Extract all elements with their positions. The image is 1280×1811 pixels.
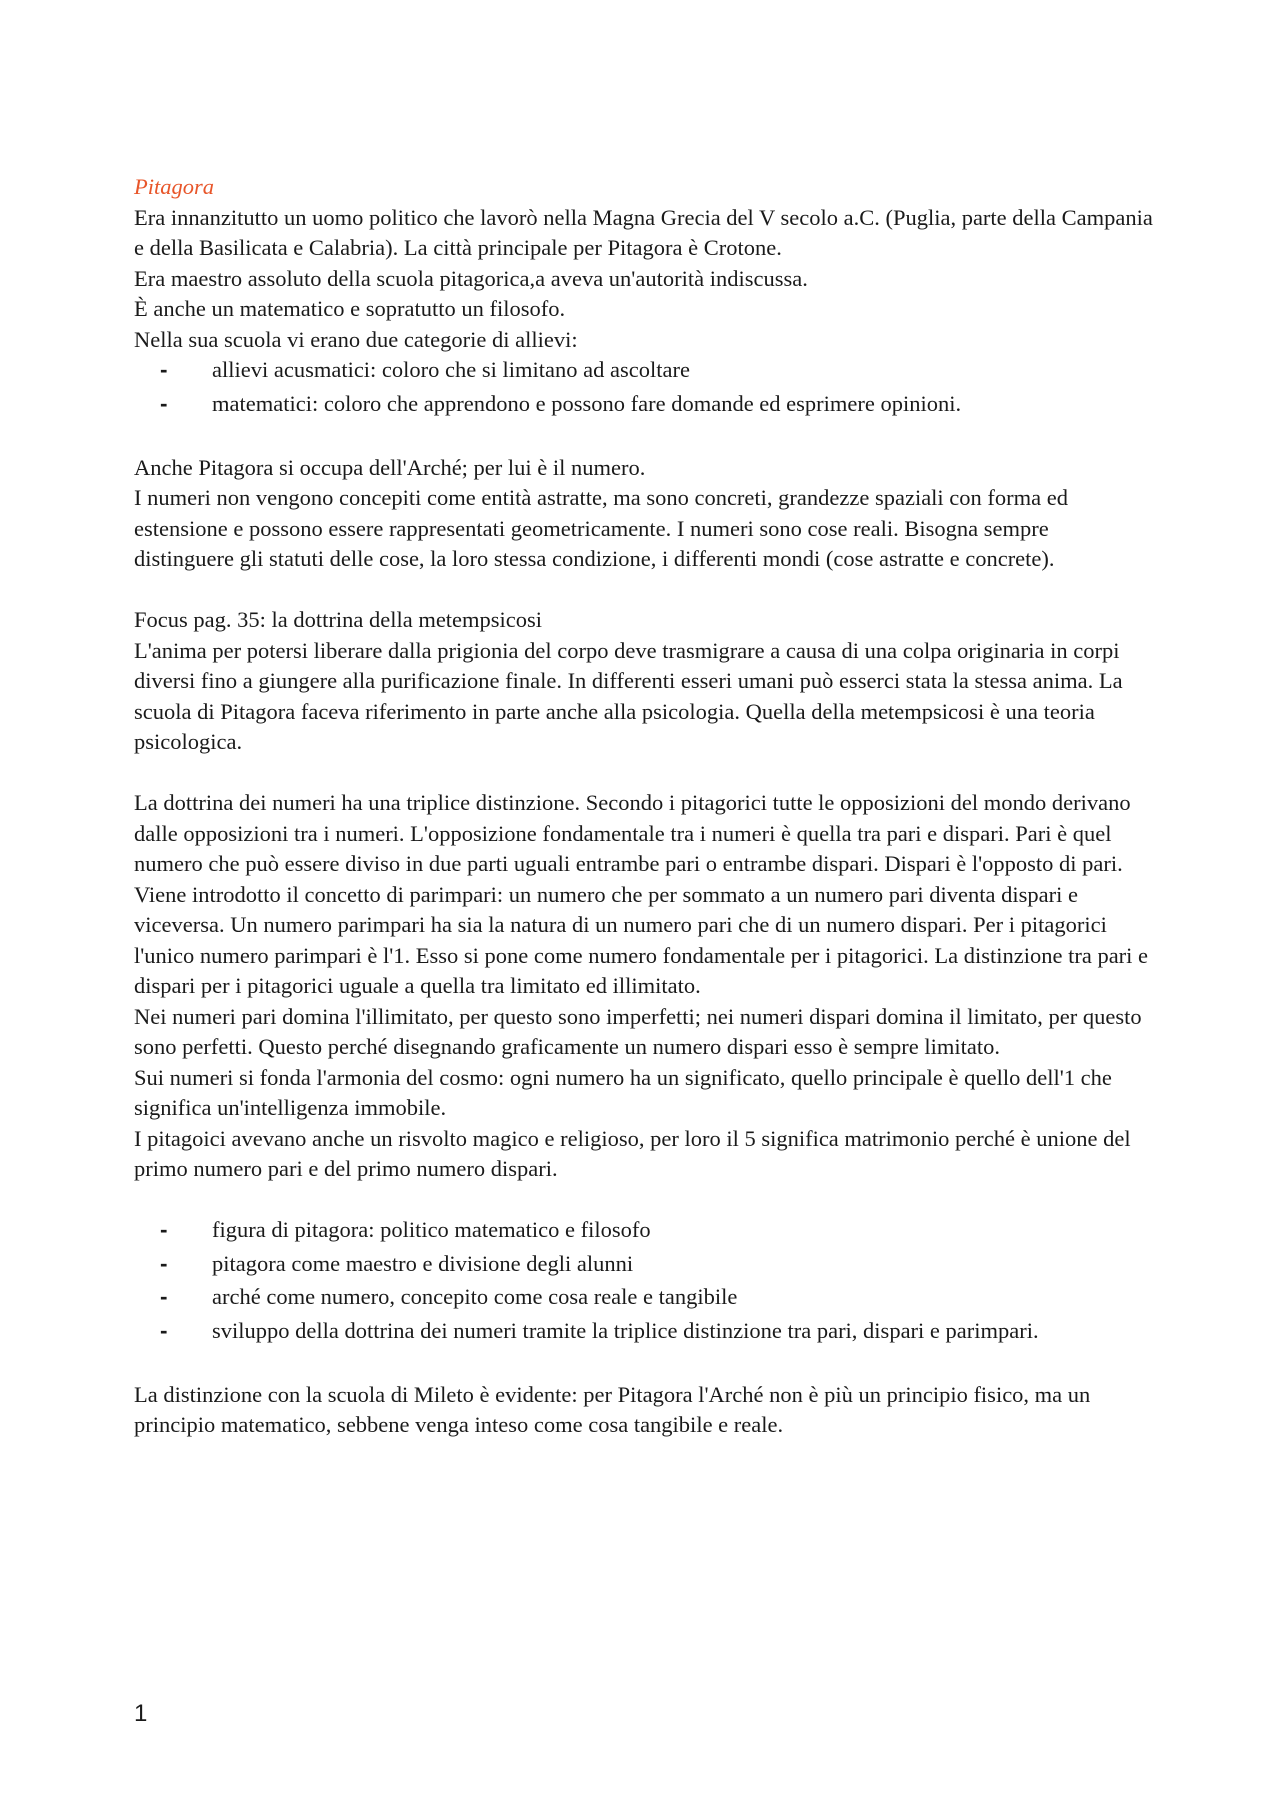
dash-bullet: - [160,357,168,382]
paragraph: La distinzione con la scuola di Mileto è evidente: per Pitagora l'Arché non è più un principio fisico, ma un principio matematico, sebbene venga inteso come cosa tangibile e reale. [134,1381,1091,1437]
dash-bullet: - [160,1317,168,1343]
paragraph: I numeri non vengono concepiti come entità astratte, ma sono concreti, grandezze spaziali con forma ed estensione e possono essere rappresentati geometricamente. I numeri sono cose reali. Bisogna sempre distinguere gli statuti delle cose, la loro stessa condizione, i differenti mondi (cose astratte e concrete). [134,485,1069,571]
summary-list [134,1215,1154,1346]
paragraph: I pitagoici avevano anche un risvolto magico e religioso, per loro il 5 significa matrimonio perché è unione del primo numero pari e del primo numero dispari. [134,1125,1131,1181]
dash-bullet: - [160,1217,168,1242]
document-title: Pitagora [134,174,215,199]
paragraph: Era maestro assoluto della scuola pitagorica,a aveva un'autorità indiscussa. [134,265,808,291]
document-body [134,172,1154,1441]
spacer [134,758,1154,789]
list-item-text: sviluppo della dottrina dei numeri tramite la triplice distinzione tra pari, dispari e parimpari. [212,1317,1039,1343]
paragraph: È anche un matematico e sopratutto un filosofo. [134,296,566,321]
spacer [134,1185,1154,1216]
list-item-text: figura di pitagora: politico matematico e filosofo [212,1217,651,1242]
list-item-text: pitagora come maestro e divisione degli alunni [212,1250,634,1276]
list-item-text: arché come numero, concepito come cosa reale e tangibile [212,1284,738,1309]
dash-bullet: - [160,390,168,416]
spacer [134,575,1154,606]
paragraph: Anche Pitagora si occupa dell'Arché; per lui è il numero. [134,454,646,480]
list-item [134,355,1154,386]
paragraph: Focus pag. 35: la dottrina della metempsicosi [134,607,543,632]
paragraph: La dottrina dei numeri ha una triplice distinzione. Secondo i pitagorici tutte le opposizioni del mondo derivano dalle opposizioni tra i numeri. L'opposizione fondamentale tra i numeri è quella tra pari e dispari. Pari è quel numero che può essere diviso in due parti uguali entrambe pari o entrambe dispari. Dispari è l'opposto di pari. [134,790,1131,876]
paragraph: L'anima per potersi liberare dalla prigionia del corpo deve trasmigrare a causa di una colpa originaria in corpi diversi fino a giungere alla purificazione finale. In differenti esseri umani può esserci stata la stessa anima. La scuola di Pitagora faceva riferimento in parte anche alla psicologia. Quella della metempsicosi è una teoria psicologica. [134,637,1123,754]
paragraph: Era innanzitutto un uomo politico che lavorò nella Magna Grecia del V secolo a.C. (Puglia, parte della Campania e della Basilicata e Calabria). La città principale per Pitagora è Crotone. [134,204,1153,260]
list-item-text: matematici: coloro che apprendono e possono fare domande ed esprimere opinioni. [212,390,962,416]
list-item [134,1249,1154,1280]
list-item [134,1316,1154,1347]
list-item-text: allievi acusmatici: coloro che si limitano ad ascoltare [212,357,690,382]
list-item [134,1215,1154,1246]
paragraph: Nella sua scuola vi erano due categorie di allievi: [134,326,578,352]
dash-bullet: - [160,1250,168,1276]
students-list [134,355,1154,419]
paragraph: Nei numeri pari domina l'illimitato, per questo sono imperfetti; nei numeri dispari domina il limitato, per questo sono perfetti. Questo perché disegnando graficamente un numero dispari esso è sempre limitato. [134,1003,1142,1059]
paragraph: Viene introdotto il concetto di parimpari: un numero che per sommato a un numero pari diventa dispari e viceversa. Un numero parimpari ha sia la natura di un numero pari che di un numero dispari. Per i pitagorici l'unico numero parimpari è l'1. Esso si pone come numero fondamentale per i pitagorici. La distinzione tra pari e dispari per i pitagorici uguale a quella tra limitato ed illimitato. [134,881,1149,998]
spacer [134,422,1154,453]
spacer [134,1349,1154,1380]
list-item [134,389,1154,420]
paragraph: Sui numeri si fonda l'armonia del cosmo: ogni numero ha un significato, quello principale è quello dell'1 che significa un'intelligenza immobile. [134,1064,1112,1120]
list-item [134,1282,1154,1313]
page-number: 1 [134,1700,148,1727]
dash-bullet: - [160,1284,168,1309]
